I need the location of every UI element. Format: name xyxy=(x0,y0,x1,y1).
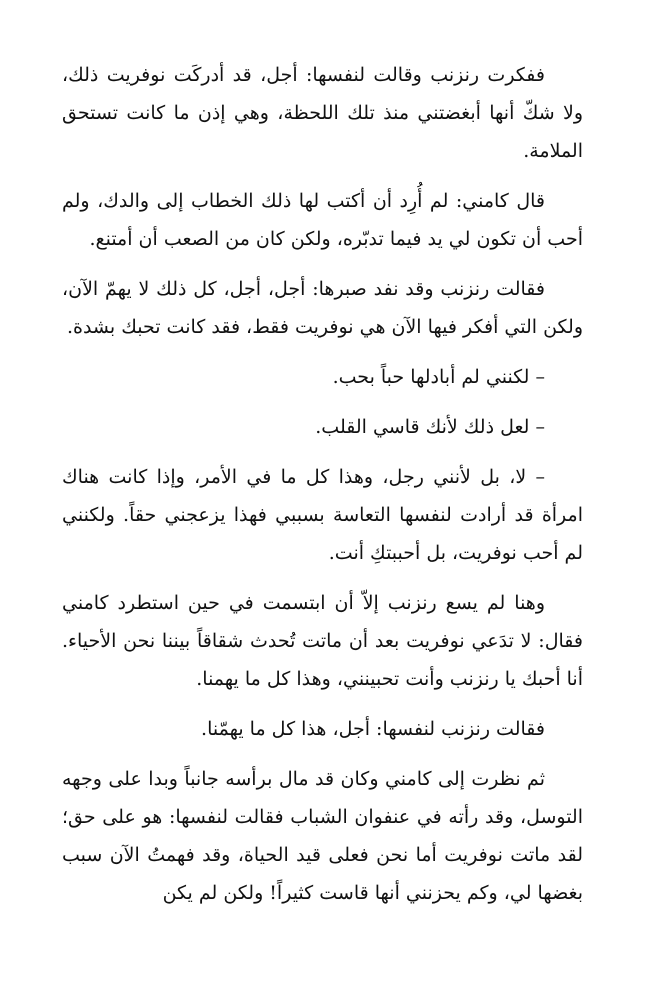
dialogue-line-1: – لكنني لم أبادلها حباً بحب. xyxy=(332,366,545,388)
paragraph-2: قال كامني: لم أُرِد أن أكتب لها ذلك الخطاب إلى والدك، ولم أحب أن تكون لي يد فيما تدبّره، ولكن كان من الصعب أن أمتنع. xyxy=(62,190,583,250)
dialogue-line-2: – لعل ذلك لأنك قاسي القلب. xyxy=(315,416,545,438)
paragraph-1: ففكرت رنزنب وقالت لنفسها: أجل، قد أدركَت نوفريت ذلك، ولا شكّ أنها أبغضتني منذ تلك اللحظة، وهي إذن ما كانت تستحق الملامة. xyxy=(62,64,583,162)
paragraph-8: فقالت رنزنب لنفسها: أجل، هذا كل ما يهمّنا. xyxy=(201,718,545,740)
dialogue-line-3: – لا، بل لأنني رجل، وهذا كل ما في الأمر، وإذا كانت هناك امرأة قد أرادت لنفسها التعاسة بسببي فهذا يزعجني حقاً. ولكنني لم أحب نوفريت، بل أحببتكِ أنت. xyxy=(62,466,583,564)
book-page xyxy=(62,56,583,924)
paragraph-3: فقالت رنزنب وقد نفد صبرها: أجل، أجل، كل ذلك لا يهمّ الآن، ولكن التي أفكر فيها الآن هي نوفريت فقط، فقد كانت تحبك بشدة. xyxy=(62,278,583,338)
paragraph-9: ثم نظرت إلى كامني وكان قد مال برأسه جانباً وبدا على وجهه التوسل، وقد رأته في عنفوان الشباب فقالت لنفسها: هو على حق؛ لقد ماتت نوفريت أما نحن فعلى قيد الحياة، وقد فهمتُ الآن سبب بغضها لي، وكم يحزنني أنها قاست كثيراً! ولكن لم يكن xyxy=(62,768,583,904)
paragraph-7: وهنا لم يسع رنزنب إلاّ أن ابتسمت في حين استطرد كامني فقال: لا تدَعي نوفريت بعد أن ماتت تُحدث شقاقاً بيننا نحن الأحياء. أنا أحبك يا رنزنب وأنت تحبينني، وهذا كل ما يهمنا. xyxy=(62,592,583,690)
